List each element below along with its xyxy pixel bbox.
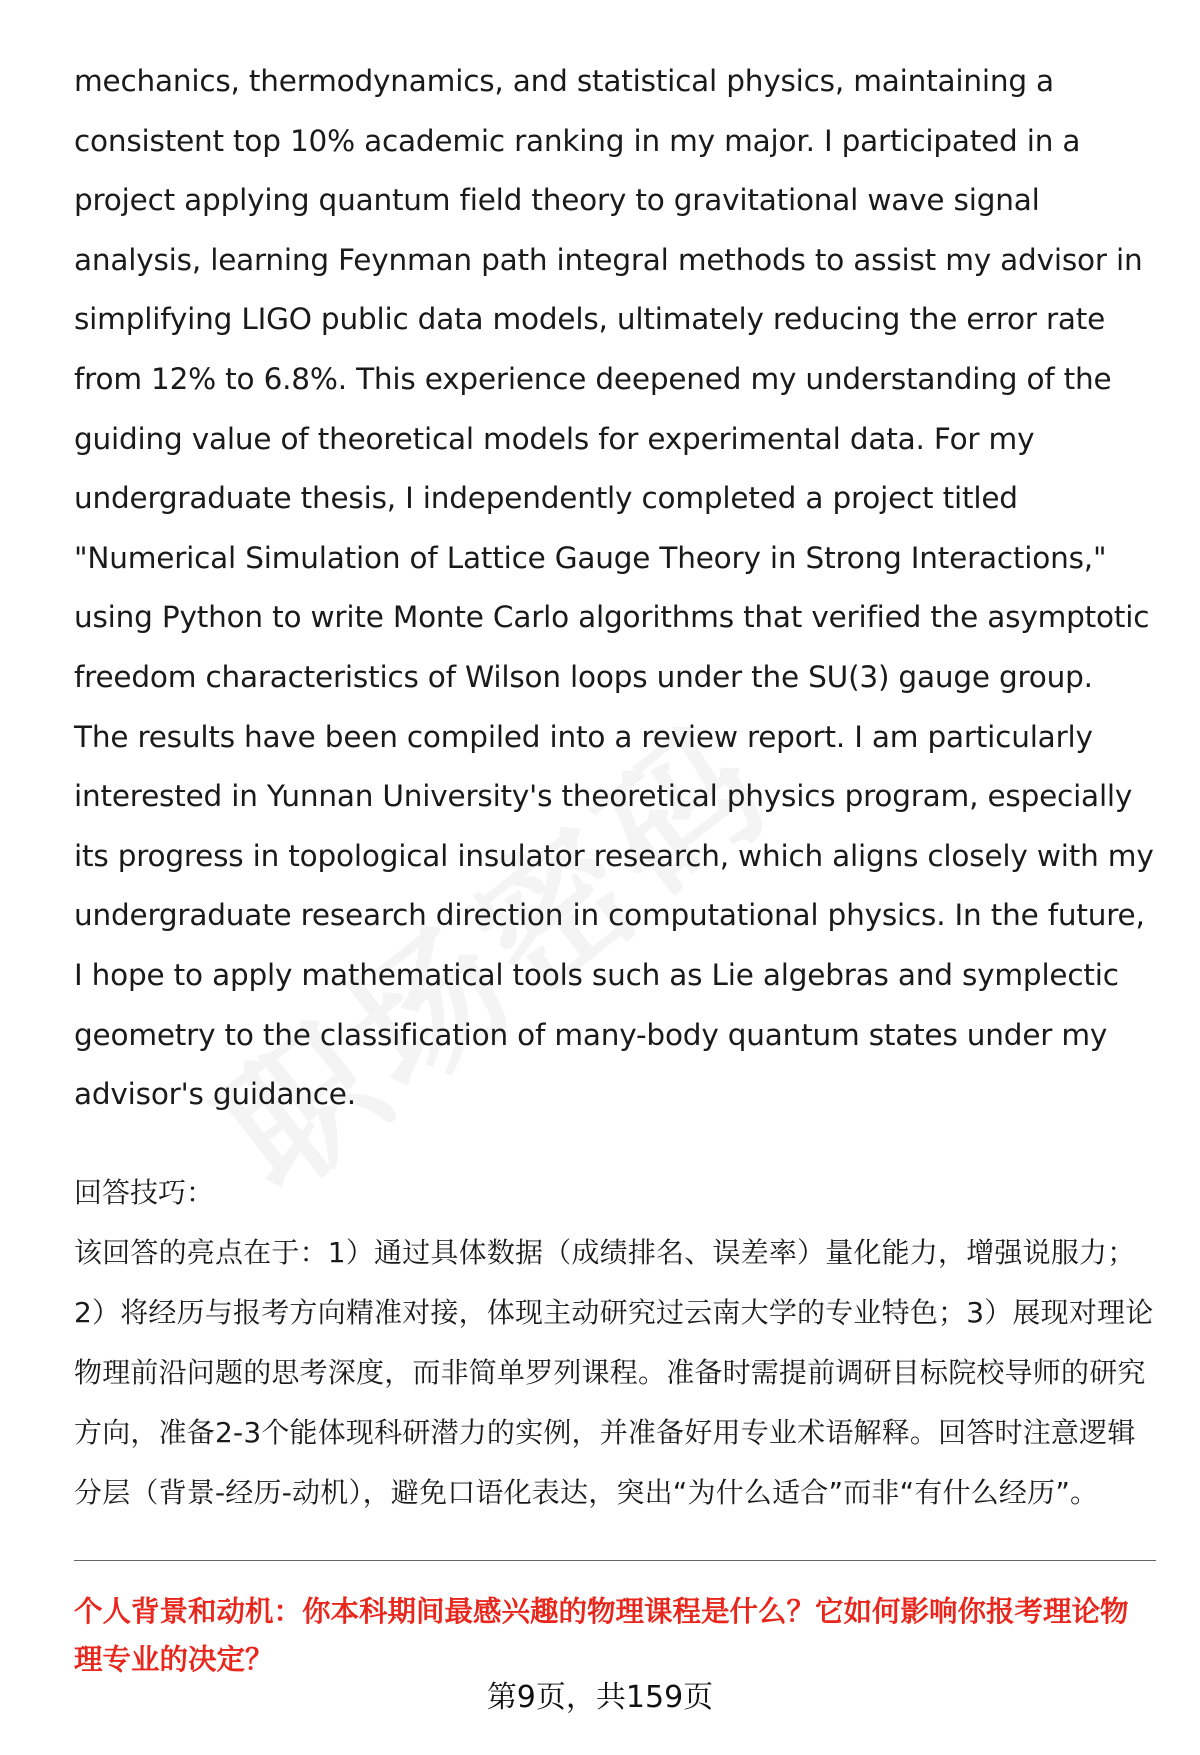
next-question-heading: 个人背景和动机：你本科期间最感兴趣的物理课程是什么？它如何影响你报考理论物理专业的决定？: [74, 1595, 1129, 1676]
tips-label: 回答技巧：: [74, 1175, 215, 1209]
page-number: 第9页，共159页: [486, 1680, 714, 1715]
section-divider: [74, 1560, 1156, 1561]
tips-paragraph: 该回答的亮点在于：1）通过具体数据（成绩排名、误差率）量化能力，增强说服力；2）将经历与报考方向精准对接，体现主动研究过云南大学的专业特色；3）展现对理论物理前沿问题的思考深度，而非简单罗列课程。准备时需提前调研目标院校导师的研究方向，准备2-3个能体现科研潜力的实例，并准备好用专业术语解释。回答时注意逻辑分层（背景-经历-动机），避免口语化表达，突出“为什么适合”而非“有什么经历”。: [74, 1235, 1154, 1509]
answer-paragraph: mechanics, thermodynamics, and statistical physics, maintaining a consistent top 10% academic ranking in my major. I participated in a project applying quantum field theory to gravitational wave signal analysis, learning Feynman path integral methods to assist my advisor in simplifying LIGO public data models, ultimately reducing the error rate from 12% to 6.8%. This experience deepened my understanding of the guiding value of theoretical models for experimental data. For my undergraduate thesis, I independently completed a project titled "Numerical Simulation of Lattice Gauge Theory in Strong Interactions," using Python to write Monte Carlo algorithms that verified the asymptotic freedom characteristics of Wilson loops under the SU(3) gauge group. The results have been compiled into a review report. I am particularly interested in Yunnan University's theoretical physics program, especially its progress in topological insulator research, which aligns closely with my undergraduate research direction in computational physics. In the future, I hope to apply mathematical tools such as Lie algebras and symplectic geometry to the classification of many-body quantum states under my advisor's guidance.: [74, 64, 1154, 1112]
document-page: [74, 52, 1154, 1523]
